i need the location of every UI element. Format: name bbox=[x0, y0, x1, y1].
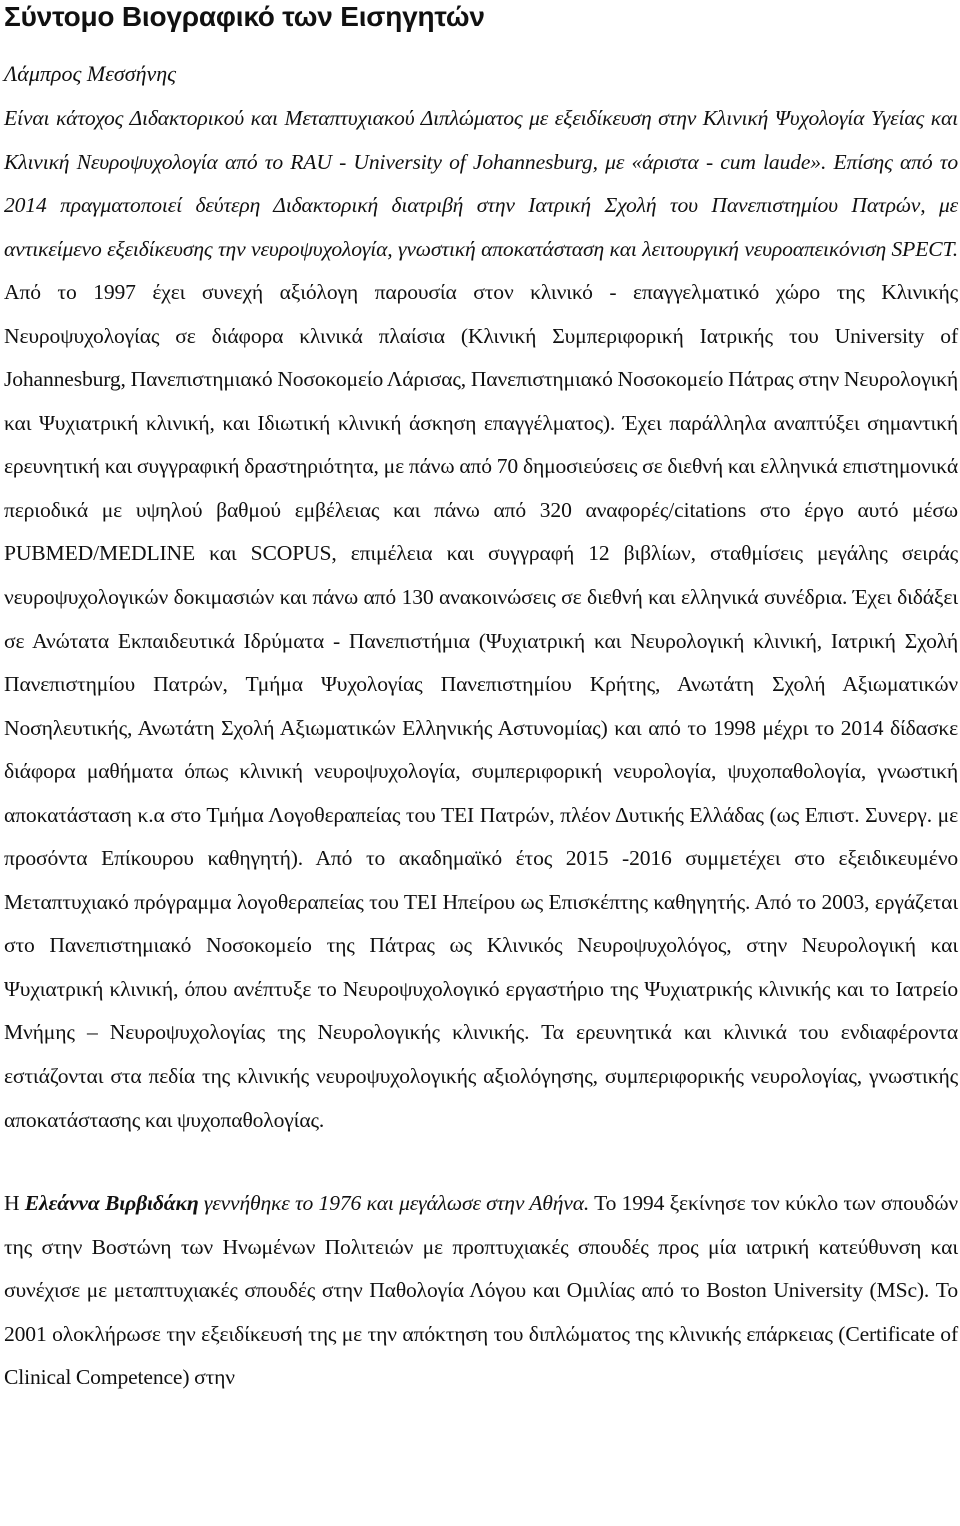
bio-italic-part: γεννήθηκε το 1976 και μεγάλωσε στην Αθήνα. bbox=[198, 1191, 590, 1216]
bio-italic-part: Είναι κάτοχος Διδακτορικού και Μεταπτυχιακού Διπλώματος με εξειδίκευση στην Κλινική Ψυχολογία Υγείας και Κλινική Νευροψυχολογία από το RAU - University of Johannesburg, με «άριστα - cum laude». Επίσης από το 2014 πραγματοποιεί δεύτερη Διδακτορική διατριβή στην Ιατρική Σχολή του Πανεπιστημίου Πατρών, με αντικείμενο εξειδίκευσης την νευροψυχολογία, γνωστική αποκατάσταση και λειτουργική νευροαπεικόνιση SPECT. bbox=[4, 106, 958, 261]
page-title: Σύντομο Βιογραφικό των Εισηγητών bbox=[4, 1, 485, 32]
speaker-bio-messinis bbox=[4, 97, 958, 1142]
speaker-name-messinis: Λάμπρος Μεσσήνης bbox=[4, 61, 177, 86]
speaker-name-virvidaki: Ελεάννα Βιρβιδάκη bbox=[24, 1191, 199, 1216]
speaker-bio-virvidaki bbox=[4, 1182, 958, 1400]
bio-intro: Η bbox=[4, 1191, 25, 1216]
bio-regular-part: Από το 1997 έχει συνεχή αξιόλογη παρουσία στον κλινικό - επαγγελματικό χώρο της Κλινικής Νευροψυχολογίας σε διάφορα κλινικά πλαίσια (Κλινική Συμπεριφορική Ιατρικής του University of Johannesburg, Πανεπιστημιακό Νοσοκομείο Λάρισας, Πανεπιστημιακό Νοσοκομείο Πάτρας στην Νευρολογική και Ψυχιατρική κλινική, και Ιδιωτική κλινική άσκηση επαγγέλματος). Έχει παράλληλα αναπτύξει σημαντική ερευνητική και συγγραφική δραστηριότητα, με πάνω από 70 δημοσιεύσεις σε διεθνή και ελληνικά επιστημονικά περιοδικά με υψηλού βαθμού εμβέλειας και πάνω από 320 αναφορές/citations στο έργο αυτό μέσω PUBMED/MEDLINE και SCOPUS, επιμέλεια και συγγραφή 12 βιβλίων, σταθμίσεις μεγάλης σειράς νευροψυχολογικών δοκιμασιών και πάνω από 130 ανακοινώσεις σε διεθνή και ελληνικά συνέδρια. Έχει διδάξει σε Ανώτατα Εκπαιδευτικά Ιδρύματα - Πανεπιστήμια (Ψυχιατρική και Νευρολογική κλινική, Ιατρική Σχολή Πανεπιστημίου Πατρών, Τμήμα Ψυχολογίας Πανεπιστημίου Κρήτης, Ανωτάτη Σχολή Αξιωματικών Νοσηλευτικής, Ανωτάτη Σχολή Αξιωματικών Ελληνικής Αστυνομίας) και από το 1998 μέχρι το 2014 δίδασκε διάφορα μαθήματα όπως κλινική νευροψυχολογία, συμπεριφορική νευρολογία, ψυχοπαθολογία, γνωστική αποκατάσταση κ.α στο Τμήμα Λογοθεραπείας του ΤΕΙ Πατρών, πλέον Δυτικής Ελλάδας (ως Επιστ. Συνεργ. με προσόντα Επίκουρου καθηγητή). Από το ακαδημαϊκό έτος 2015 -2016 συμμετέχει στο εξειδικευμένο Μεταπτυχιακό πρόγραμμα λογοθεραπείας του ΤΕΙ Ηπείρου ως Επισκέπτης καθηγητής. Από το 2003, εργάζεται στο Πανεπιστημιακό Νοσοκομείο της Πάτρας ως Κλινικός Νευροψυχολόγος, στην Νευρολογική και Ψυχιατρική κλινική, όπου ανέπτυξε το Νευροψυχολογικό εργαστήριο της Ψυχιατρικής κλινικής και το Ιατρείο Μνήμης – Νευροψυχολογίας της Νευρολογικής κλινικής. Τα ερευνητικά και κλινικά του ενδιαφέροντα εστιάζονται στα πεδία της κλινικής νευροψυχολογικής αξιολόγησης, συμπεριφορικής νευρολογίας, γνωστικής αποκατάστασης και ψυχοπαθολογίας. bbox=[4, 280, 958, 1132]
bio-regular-part: Το 1994 ξεκίνησε τον κύκλο των σπουδών της στην Βοστώνη των Ηνωμένων Πολιτειών με προπτυχιακές σπουδές προς μία ιατρική κατεύθυνση και συνέχισε με μεταπτυχιακές σπουδές στην Παθολογία Λόγου και Ομιλίας από το Boston University (MSc). Το 2001 ολοκλήρωσε την εξειδίκευσή της με την απόκτηση του διπλώματος της κλινικής επάρκειας (Certificate of Clinical Competence) στην bbox=[4, 1191, 959, 1390]
